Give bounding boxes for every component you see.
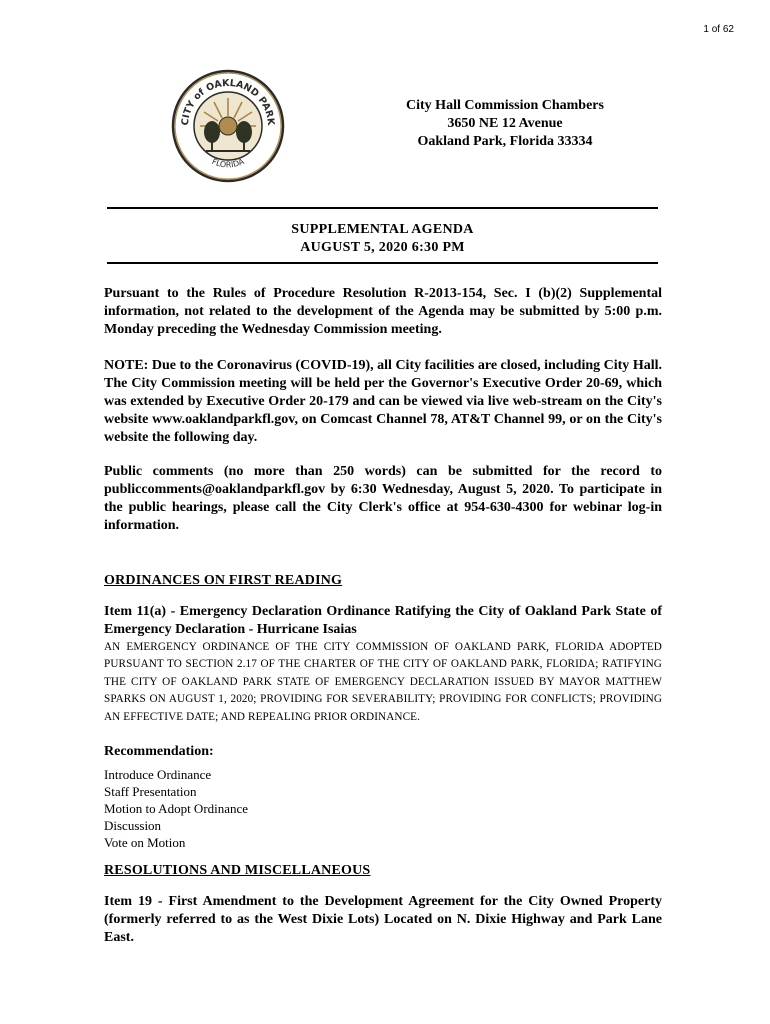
resolutions-heading: RESOLUTIONS AND MISCELLANEOUS: [104, 863, 371, 878]
item-19-title: Item 19 - First Amendment to the Development Agreement for the City Owned Property (formerly referred to as the West Dixie Lots) Located on N. Dixie Highway and Park Lane East.: [104, 894, 662, 945]
seal-top-text: CITY of OAKLAND PARK: [179, 77, 277, 126]
item-11a-text: AN EMERGENCY ORDINANCE OF THE CITY COMMISSION OF OAKLAND PARK, FLORIDA ADOPTED PURSUANT TO SECTION 2.17 OF THE CHARTER OF THE CITY OF OAKLAND PARK, FLORIDA; RATIFYING THE CITY OF OAKLAND PARK STATE OF EMERGENCY DECLARATION ISSUED BY MAYOR MATTHEW SPARKS ON AUGUST 1, 2020; PROVIDING FOR SEVERABILITY; PROVIDING FOR CONFLICTS; PROVIDING AN EFFECTIVE DATE; AND REPEALING PRIOR ORDINANCE.: [104, 641, 662, 723]
bottom-divider: [107, 262, 658, 264]
agenda-title: SUPPLEMENTAL AGENDA: [291, 222, 474, 237]
address-line-1: City Hall Commission Chambers: [406, 98, 604, 113]
note-paragraph: NOTE: Due to the Coronavirus (COVID-19), all City facilities are closed, including City Hall. The City Commission meeting will be held per the Governor's Executive Order 20-69, which was extended by Executive Order 20-179 and can be viewed via live web-stream on the City's website www.oaklandparkfl.gov, on Comcast Channel 78, AT&T Channel 99, or on the City's website the following day.: [104, 358, 662, 445]
seal-bottom-text: FLORIDA: [210, 156, 246, 170]
ordinances-heading: ORDINANCES ON FIRST READING: [104, 573, 343, 588]
recommendation-item: Staff Presentation: [104, 784, 197, 799]
recommendation-item: Discussion: [104, 818, 162, 833]
recommendation-list: [104, 766, 248, 851]
item-11a-title: Item 11(a) - Emergency Declaration Ordinance Ratifying the City of Oakland Park State of Emergency Declaration - Hurricane Isaias: [104, 604, 662, 637]
top-divider: [107, 207, 658, 209]
address-block: [380, 97, 630, 151]
public-comments-paragraph: Public comments (no more than 250 words) can be submitted for the record to publiccomments@oaklandparkfl.gov by 6:30 Wednesday, August 5, 2020. To participate in the public hearings, please call the City Clerk's office at 954-630-4300 for webinar log-in information.: [104, 464, 662, 533]
recommendation-item: Motion to Adopt Ordinance: [104, 801, 249, 816]
address-line-3: Oakland Park, Florida 33334: [417, 134, 593, 149]
page-indicator: 1 of 62: [703, 24, 734, 35]
city-seal-logo: [170, 68, 286, 184]
recommendation-item: Introduce Ordinance: [104, 767, 212, 782]
address-line-2: 3650 NE 12 Avenue: [447, 116, 563, 131]
agenda-date: AUGUST 5, 2020 6:30 PM: [300, 240, 465, 255]
recommendation-heading: Recommendation:: [104, 744, 214, 759]
intro-paragraph: Pursuant to the Rules of Procedure Resolution R-2013-154, Sec. I (b)(2) Supplemental information, not related to the development of the Agenda may be submitted by 5:00 p.m. Monday preceding the Wednesday Commission meeting.: [104, 286, 662, 337]
recommendation-item: Vote on Motion: [104, 835, 186, 850]
agenda-title-block: [107, 221, 658, 257]
